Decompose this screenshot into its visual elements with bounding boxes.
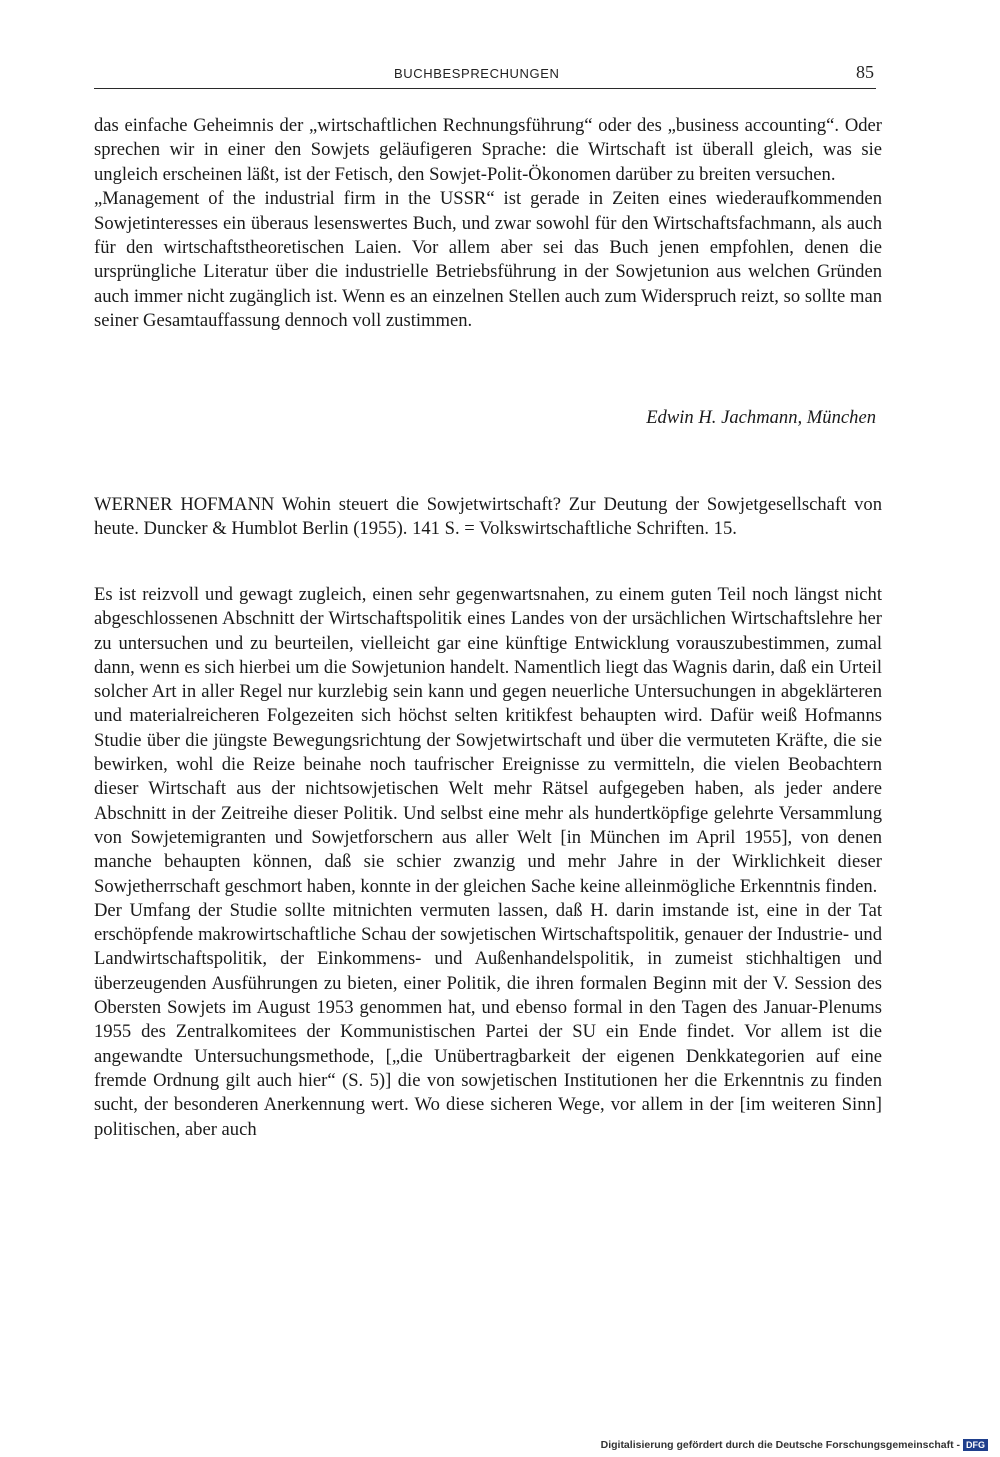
citation-text: WERNER HOFMANN Wohin steuert die Sowjetwirtschaft? Zur Deutung der Sowjetgesellschaft von heute. Duncker & Humblot Berlin (1955). 141 S. = Volkswirtschaftliche Schriften. 15. — [94, 494, 882, 539]
paragraph: Der Umfang der Studie sollte mitnichten vermuten lassen, daß H. darin imstande ist, eine in der Tat erschöpfende makrowirtschaftliche Schau der sowjetischen Wirtschaftspolitik, genauer der Industrie- und Landwirtschaftspolitik, der Einkommens- und Außenhandelspolitik, in zumeist stichhaltigen und überzeugenden Ausführungen zu bieten, einer Politik, die ihren formalen Beginn mit der V. Session des Obersten Sowjets im August 1953 genommen hat, und ebenso formal in den Tagen des Januar-Plenums 1955 des Zentralkomitees der Kommunistischen Partei der SU ein Ende findet. Vor allem ist die angewandte Untersuchungsmethode, [„die Unübertragbarkeit der eigenen Denkkategorien auf eine fremde Ordnung gilt auch hier“ (S. 5)] die von sowjetischen Institutionen her die Erkenntnis zu finden sucht, der besonderen Anerkennung wert. Wo diese sicheren Wege, vor allem in der [im weiteren Sinn] politischen, aber auch — [94, 899, 882, 1140]
paragraph: das einfache Geheimnis der „wirtschaftlichen Rechnungsführung“ oder des „business accounting“. Oder sprechen wir in einer den Sowjets geläufigeren Sprache: die Wirtschaft ist überall gleich, was sie ungleich erscheinen läßt, ist der Fetisch, den Sowjet-Polit-Ökonomen darüber zu breiten versuchen. — [94, 115, 882, 185]
dfg-logo: DFG — [963, 1439, 988, 1451]
book-citation — [94, 493, 882, 540]
page-number: 85 — [856, 62, 874, 82]
digitization-footer — [601, 1439, 988, 1451]
paragraph: „Management of the industrial firm in the USSR“ ist gerade in Zeiten eines wiederaufkommenden Sowjetinteresses ein überaus lesenswertes Buch, und zwar sowohl für den Wirtschaftsfachmann, als auch für den wirtschaftstheoretischen Laien. Vor allem aber sei das Buch jenen empfohlen, denen die ursprüngliche Literatur über die industrielle Betriebsführung in der Sowjetunion aus welchen Gründen auch immer nicht zugänglich ist. Wenn es an einzelnen Stellen auch zum Widerspruch reizt, so sollte man seiner Gesamtauffassung dennoch voll zustimmen. — [94, 188, 882, 332]
footer-text: Digitalisierung gefördert durch die Deutsche Forschungsgemeinschaft - — [600, 1439, 960, 1451]
running-header — [94, 64, 876, 89]
paragraph: Es ist reizvoll und gewagt zugleich, einen sehr gegenwartsnahen, zu einem guten Teil noch längst nicht abgeschlossenen Abschnitt der Wirtschaftspolitik eines Landes von der ursächlichen Wirtschaftslehre her zu untersuchen und zu beurteilen, vielleicht gar eine künftige Entwicklung vorauszubestimmen, zumal dann, wenn es sich hierbei um die Sowjetunion handelt. Namentlich liegt das Wagnis darin, daß ein Urteil solcher Art in aller Regel nur kurzlebig sein kann und gegen neuerliche Untersuchungen in abgeklärteren und materialreicheren Folgezeiten sich höchst selten kritikfest behaupten wird. Dafür weiß Hofmanns Studie über die jüngste Bewegungsrichtung der Sowjetwirtschaft und über die vermuteten Kräfte, die sie bewirken, wohl die Reize beinahe noch taufrischer Ereignisse zu vermitteln, die vielen Beobachtern dieser Wirtschaft aus der nichtsowjetischen Welt mehr Rätsel aufgegeben haben, als jeder andere Abschnitt in der Zeitreihe dieser Politik. Und selbst eine mehr als hundertköpfige gelehrte Versammlung von Sowjetemigranten und Sowjetforschern aus aller Welt [in München im April 1955], von denen manche behaupten können, daß sie schier zwanzig und mehr Jahre in der Wirklichkeit dieser Sowjetherrschaft geschmort haben, konnte in der gleichen Sache keine alleinmögliche Erkenntnis finden. — [94, 584, 882, 897]
section-title: BUCHBESPRECHUNGEN — [394, 66, 560, 81]
review-body — [94, 583, 882, 1142]
reviewer-signature: Edwin H. Jachmann, München — [646, 407, 876, 428]
review-continuation — [94, 114, 882, 334]
